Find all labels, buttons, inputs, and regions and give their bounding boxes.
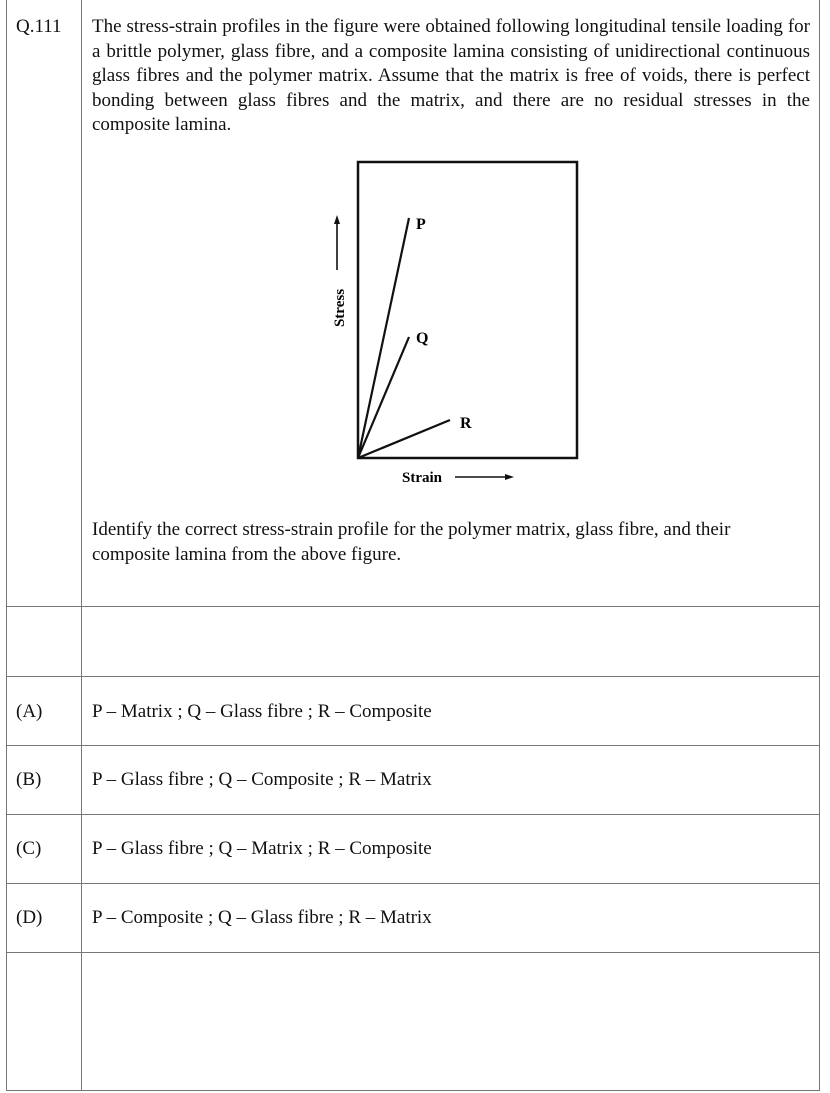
question-number: Q.111 bbox=[16, 16, 62, 37]
stress-strain-diagram bbox=[320, 155, 600, 495]
stress-arrowhead bbox=[334, 215, 340, 224]
line-p-label: P bbox=[416, 216, 426, 233]
question-text: The stress-strain profiles in the figure were obtained following longitudinal tensile loading for a brittle polymer, glass fibre, and a composite lamina consisting of unidirectional continuous glass fibres and the polymer matrix. Assume that the matrix is free of voids, there is perfect bonding between glass fibres and the matrix, and there are no residual stresses in the composite lamina. bbox=[92, 16, 810, 135]
figure-frame bbox=[358, 162, 577, 458]
stress-axis-label: Stress bbox=[332, 288, 348, 328]
line-r-label: R bbox=[460, 415, 472, 432]
row-divider bbox=[6, 676, 820, 677]
stress-strain-figure bbox=[320, 155, 600, 495]
row-divider bbox=[6, 745, 820, 746]
option-b-text: P – Glass fibre ; Q – Composite ; R – Matrix bbox=[92, 769, 432, 790]
option-b-label: (B) bbox=[16, 769, 42, 790]
column-divider bbox=[81, 0, 82, 1091]
strain-axis-label: Strain bbox=[402, 470, 443, 486]
question-prompt: Identify the correct stress-strain profile for the polymer matrix, glass fibre, and their composite lamina from the above figure. bbox=[92, 519, 731, 565]
option-a-text: P – Matrix ; Q – Glass fibre ; R – Composite bbox=[92, 701, 432, 722]
strain-arrowhead bbox=[505, 474, 514, 480]
line-q-label: Q bbox=[416, 330, 429, 347]
option-d-label: (D) bbox=[16, 907, 43, 928]
option-d-text: P – Composite ; Q – Glass fibre ; R – Matrix bbox=[92, 907, 432, 928]
row-divider bbox=[6, 814, 820, 815]
option-c-label: (C) bbox=[16, 838, 42, 859]
option-c-text: P – Glass fibre ; Q – Matrix ; R – Composite bbox=[92, 838, 432, 859]
option-a-label: (A) bbox=[16, 701, 43, 722]
line-p bbox=[358, 218, 409, 458]
row-divider bbox=[6, 883, 820, 884]
row-divider bbox=[6, 606, 820, 607]
row-divider bbox=[6, 952, 820, 953]
